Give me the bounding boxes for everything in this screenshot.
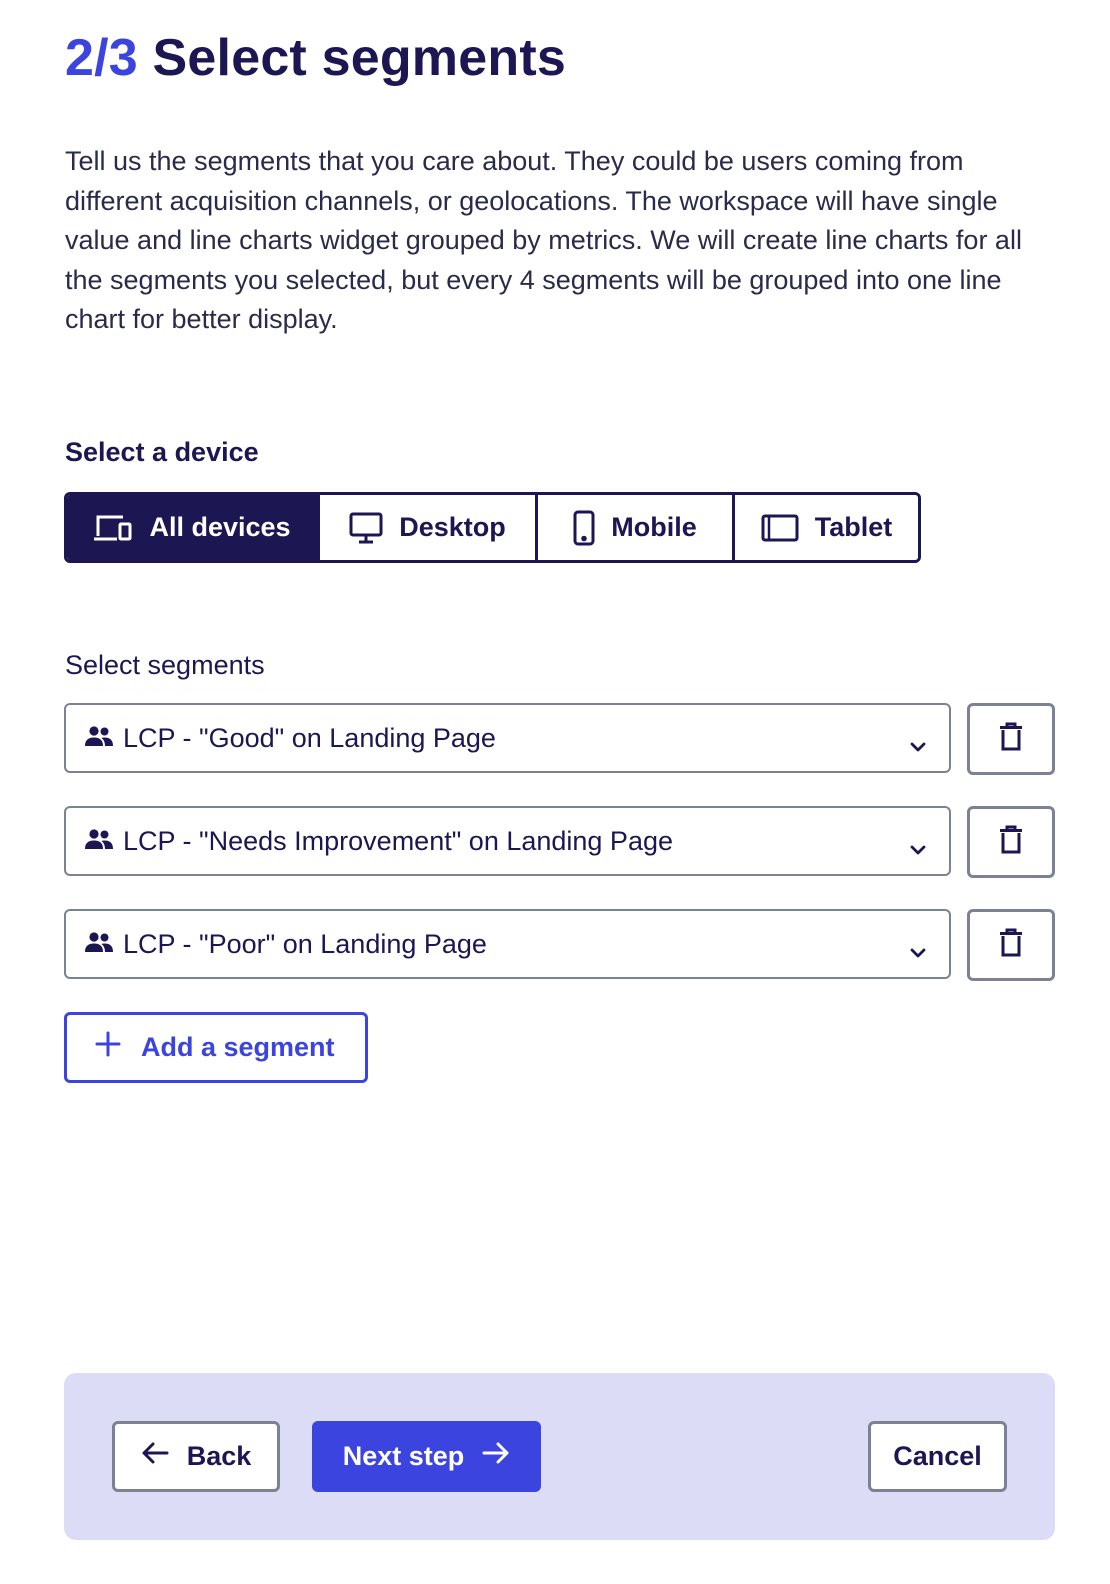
device-tablet-button[interactable] [735,495,918,560]
chevron-down-icon [909,832,927,863]
device-all-button[interactable] [67,495,320,560]
footer-bar [64,1373,1055,1540]
segments-label: Select segments [65,650,265,680]
trash-icon [999,928,1023,963]
page-title [65,28,566,88]
cancel-label: Cancel [893,1441,982,1471]
people-icon [84,929,114,960]
delete-segment-button[interactable] [967,806,1055,878]
people-icon [84,723,114,754]
device-all-label: All devices [149,512,291,542]
segment-value: LCP - "Poor" on Landing Page [123,928,487,959]
device-selector [64,492,921,563]
plus-icon [95,1031,121,1064]
segment-row [64,703,1055,775]
add-segment-label: Add a segment [141,1032,335,1062]
step-indicator: 2/3 [65,29,138,87]
segment-select[interactable] [64,806,951,876]
add-segment-button[interactable] [64,1012,368,1083]
devices-icon [93,513,133,543]
segment-row [64,909,1055,981]
arrow-right-icon [482,1441,510,1472]
device-mobile-label: Mobile [611,512,697,542]
delete-segment-button[interactable] [967,909,1055,981]
device-tablet-label: Tablet [814,512,893,542]
title-text: Select segments [152,29,566,87]
chevron-down-icon [909,729,927,760]
cancel-button[interactable] [868,1421,1007,1492]
next-step-button[interactable] [312,1421,541,1492]
device-label: Select a device [65,437,259,467]
segment-row [64,806,1055,878]
segment-value: LCP - "Needs Improvement" on Landing Page [123,825,673,856]
trash-icon [999,722,1023,757]
device-desktop-label: Desktop [399,512,506,542]
delete-segment-button[interactable] [967,703,1055,775]
segment-select[interactable] [64,703,951,773]
chevron-down-icon [909,935,927,966]
desktop-icon [349,512,383,544]
mobile-icon [573,510,595,546]
device-desktop-button[interactable] [320,495,538,560]
people-icon [84,826,114,857]
arrow-left-icon [141,1441,169,1472]
device-mobile-button[interactable] [538,495,735,560]
trash-icon [999,825,1023,860]
back-button[interactable] [112,1421,280,1492]
next-label: Next step [342,1441,465,1471]
back-label: Back [186,1441,252,1471]
intro-text: Tell us the segments that you care about. They could be users coming from different acquisition channels, or geolocations. The workspace will have single value and line charts widget grouped by metrics. We will create line charts for all the segments you selected, but every 4 segments will be grouped into one line chart for better display. [65,146,1022,335]
tablet-icon [761,514,799,542]
segment-select[interactable] [64,909,951,979]
segment-value: LCP - "Good" on Landing Page [123,722,496,753]
